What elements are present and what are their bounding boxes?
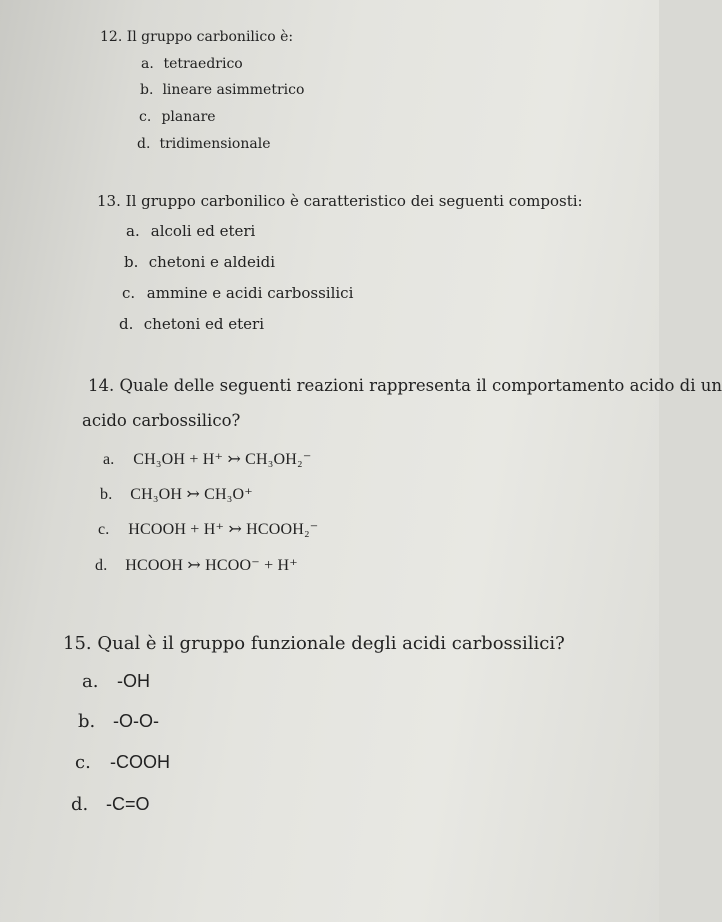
option-formula: CH₃OH ↣ CH₃O⁺: [130, 486, 253, 503]
option-letter: b.: [140, 82, 154, 98]
option-a: [82, 671, 150, 692]
option-letter: a.: [141, 56, 154, 72]
option-letter: d.: [119, 315, 134, 333]
question-text-line1: Quale delle seguenti reazioni rappresenta il comportamento acido di un: [119, 376, 722, 395]
option-b: [140, 82, 304, 98]
option-text: ammine e acidi carbossilici: [146, 284, 354, 302]
option-b: [124, 253, 275, 271]
option-c: [122, 284, 353, 302]
option-b: [78, 711, 159, 732]
option-c: [98, 519, 318, 539]
option-text: chetoni ed eteri: [143, 315, 265, 333]
option-d: [137, 136, 270, 152]
option-letter: a.: [126, 222, 140, 240]
option-d: [71, 794, 150, 815]
option-text: -C=O: [106, 794, 150, 814]
option-text: lineare asimmetrico: [162, 82, 305, 98]
option-c: [139, 109, 216, 125]
option-letter: d.: [71, 794, 89, 815]
question-text: Qual è il gruppo funzionale degli acidi carbossilici?: [97, 633, 565, 654]
option-letter: c.: [75, 752, 91, 773]
option-d: [119, 315, 264, 333]
option-text: -OH: [117, 671, 151, 691]
option-text: planare: [161, 109, 216, 125]
option-letter: a.: [82, 671, 99, 692]
option-letter: b.: [100, 486, 113, 503]
option-text: chetoni e aldeidi: [148, 253, 276, 271]
option-a: [103, 449, 311, 469]
option-text: alcoli ed eteri: [150, 222, 256, 240]
question-text: Il gruppo carbonilico è caratteristico dei seguenti composti:: [125, 192, 583, 210]
option-formula: HCOOH + H⁺ ↣ HCOOH₂⁻: [128, 521, 319, 538]
option-letter: c.: [98, 521, 110, 538]
option-letter: d.: [137, 136, 151, 152]
option-letter: d.: [95, 557, 108, 574]
option-text: tridimensionale: [159, 136, 271, 152]
option-text: -O-O-: [113, 711, 159, 731]
question-number: 12.: [100, 29, 123, 45]
option-text: -COOH: [110, 752, 171, 772]
option-a: [141, 56, 243, 72]
option-letter: c.: [139, 109, 152, 125]
option-letter: b.: [78, 711, 96, 732]
option-formula: CH₃OH + H⁺ ↣ CH₃OH₂⁻: [133, 451, 312, 468]
option-b: [100, 484, 253, 504]
option-a: [126, 222, 255, 240]
question-text: Il gruppo carbonilico è:: [126, 29, 294, 45]
question-number: 15.: [63, 633, 92, 654]
question-number: 13.: [97, 192, 121, 210]
option-text: tetraedrico: [163, 56, 243, 72]
question-number: 14.: [88, 376, 115, 395]
option-letter: a.: [103, 451, 115, 468]
option-d: [95, 555, 298, 575]
option-formula: HCOOH ↣ HCOO⁻ + H⁺: [125, 557, 298, 574]
question-text-line2: acido carbossilico?: [82, 411, 241, 430]
option-letter: b.: [124, 253, 139, 271]
option-letter: c.: [122, 284, 136, 302]
option-c: [75, 752, 170, 773]
